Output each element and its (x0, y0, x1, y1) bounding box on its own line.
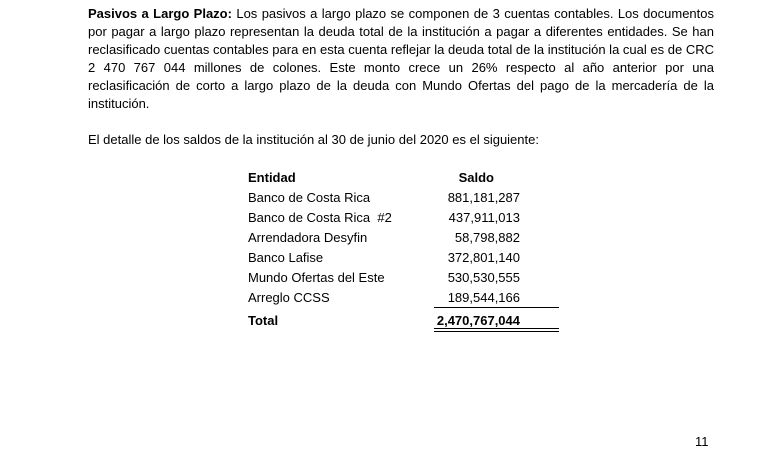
total-label: Total (248, 313, 279, 328)
long-term-liabilities-paragraph (88, 5, 714, 113)
table-row (248, 228, 562, 248)
row-entity: Arrendadora Desyfin (248, 230, 368, 245)
row-entity: Banco Lafise (248, 250, 324, 265)
table-row (248, 268, 562, 288)
header-balance: Saldo (458, 170, 494, 185)
row-balance: 58,798,882 (454, 230, 520, 245)
table-row (248, 188, 562, 208)
row-balance: 189,544,166 (447, 290, 520, 305)
paragraph-heading: Pasivos a Largo Plazo: (88, 6, 232, 21)
row-entity: Banco de Costa Rica (248, 190, 371, 205)
table-row (248, 288, 562, 308)
paragraph-body: Los pasivos a largo plazo se componen de 3 cuentas contables. Los documentos por pagar a largo plazo representan la deuda total de la institución a pagar a diferentes entidades. Se han reclasificado cuentas contables para en esta cuenta reflejar la deuda total de la institución la cual es de CRC 2 470 767 044 millones de colones. Este monto crece un 26% respecto al año anterior por una reclasificación de corto a largo plazo de la deuda con Mundo Ofertas del pago de la mercadería de la institución. (88, 6, 714, 111)
row-entity: Mundo Ofertas del Este (248, 270, 385, 285)
total-value: 2,470,767,044 (436, 313, 520, 328)
row-balance: 881,181,287 (447, 190, 520, 205)
balance-table (248, 168, 562, 331)
balance-detail-intro: El detalle de los saldos de la institución al 30 de junio del 2020 es el siguiente: (88, 132, 539, 147)
table-row (248, 248, 562, 268)
table-header-row (248, 168, 562, 188)
row-entity: Arreglo CCSS (248, 290, 330, 305)
page-number: 11 (695, 434, 709, 449)
row-balance: 372,801,140 (447, 250, 520, 265)
row-balance: 530,530,555 (447, 270, 520, 285)
total-double-rule (434, 328, 559, 332)
row-entity: Banco de Costa Rica #2 (248, 210, 392, 225)
row-balance: 437,911,013 (448, 210, 520, 225)
subtotal-rule (434, 307, 559, 308)
table-row (248, 208, 562, 228)
header-entity: Entidad (248, 170, 296, 185)
